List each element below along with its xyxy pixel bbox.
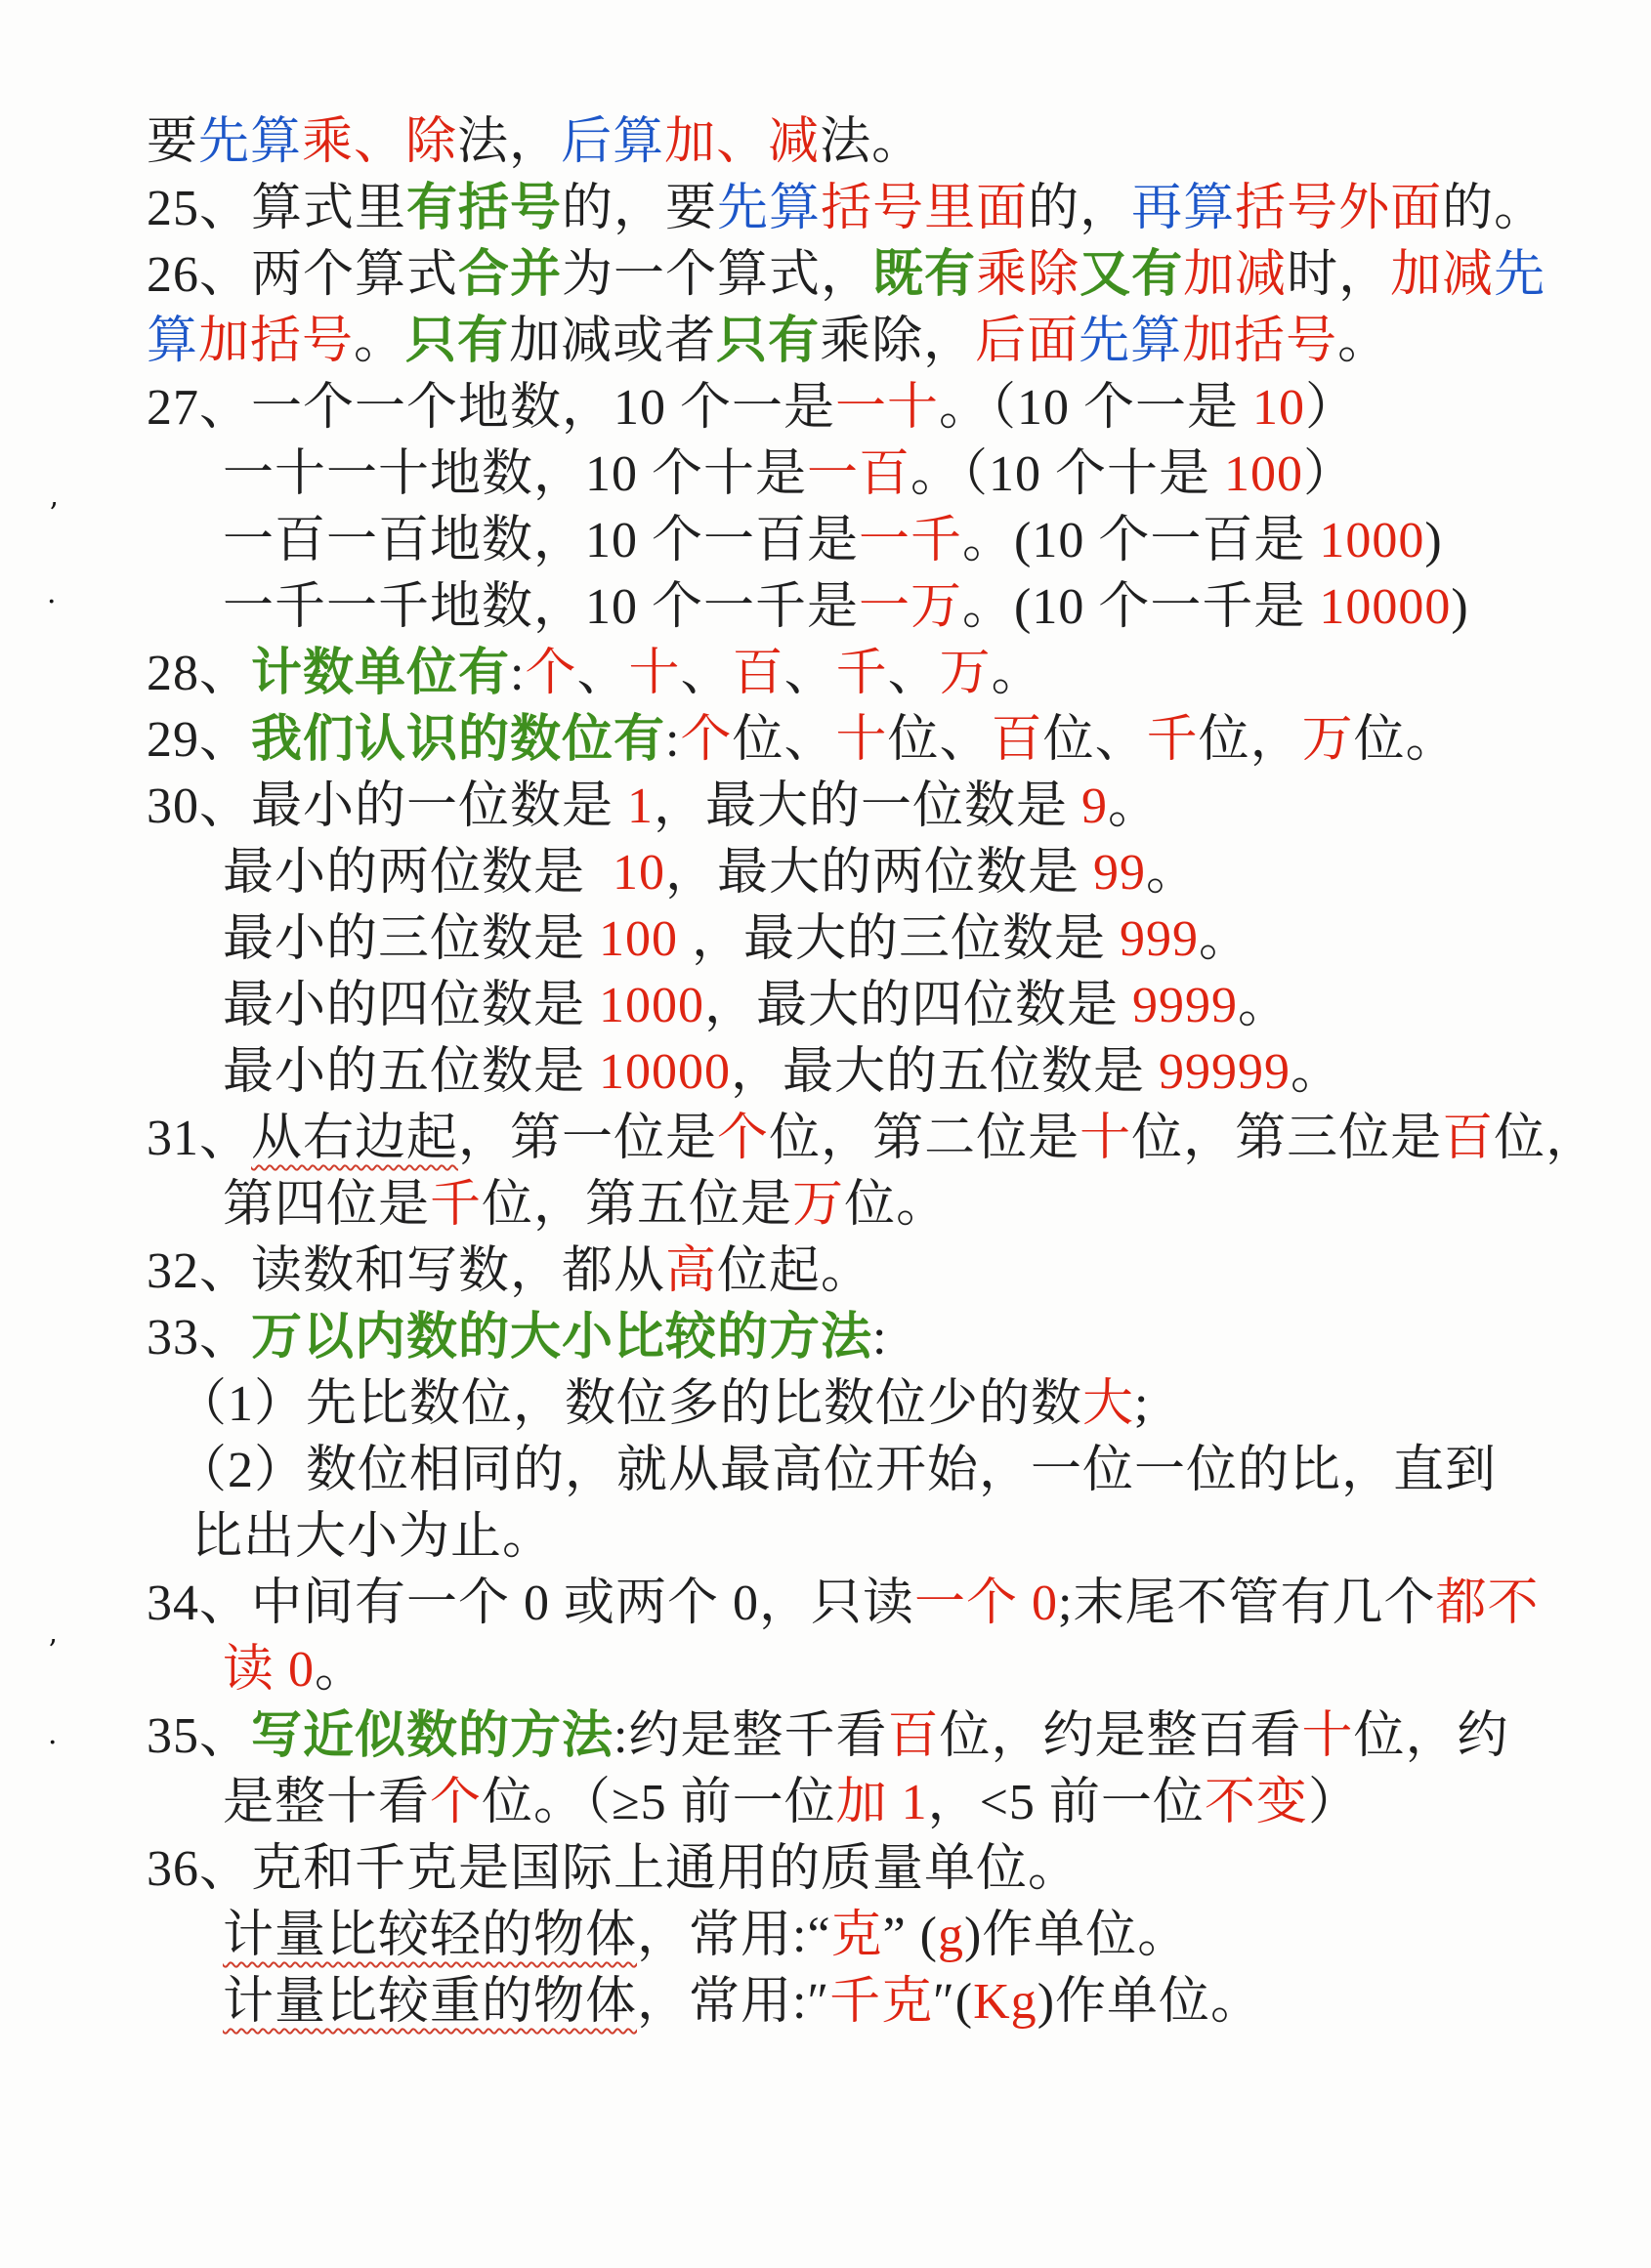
text-run: 10 bbox=[613, 845, 666, 901]
text-run: 乘、除 bbox=[302, 114, 458, 170]
text-run: 十 bbox=[628, 646, 681, 701]
text-run: 加括号 bbox=[198, 314, 355, 369]
text-run: 位，第五位是 bbox=[482, 1177, 793, 1233]
text-run: ，最大的三位数是 bbox=[678, 911, 1121, 967]
note-line bbox=[147, 1969, 1631, 2036]
text-run: 是整十看 bbox=[223, 1775, 431, 1830]
text-run: 位、 bbox=[1042, 712, 1147, 768]
text-run: 一十 bbox=[835, 380, 940, 436]
text-run: ) bbox=[1424, 513, 1443, 568]
text-run: 万 bbox=[1301, 712, 1354, 768]
text-run: 、 bbox=[783, 646, 836, 701]
text-run: 位，约是整百看 bbox=[939, 1708, 1302, 1764]
text-run: 34、中间有一个 0 或两个 0，只读 bbox=[147, 1575, 915, 1631]
text-run: 、 bbox=[680, 646, 733, 701]
text-run: 35、 bbox=[147, 1708, 252, 1764]
text-run: 先算 bbox=[717, 181, 822, 236]
note-line bbox=[147, 309, 1631, 375]
text-run: 为一个算式， bbox=[562, 247, 873, 303]
text-run: 位， bbox=[1198, 712, 1302, 768]
text-run: 25、算式里 bbox=[147, 181, 407, 236]
text-run: 都不 bbox=[1435, 1575, 1540, 1631]
text-run: 十 bbox=[835, 712, 888, 768]
text-run: 写近似数的方法 bbox=[251, 1708, 614, 1764]
text-run: )作单位。 bbox=[963, 1908, 1190, 1963]
text-run: ;末尾不管有几个 bbox=[1058, 1575, 1436, 1631]
text-run: 后面 bbox=[975, 314, 1080, 369]
text-run: 33、 bbox=[147, 1310, 252, 1365]
text-run: 位起。 bbox=[717, 1243, 873, 1299]
text-run: 26、两个算式 bbox=[147, 247, 459, 303]
text-run: 百 bbox=[887, 1708, 940, 1764]
text-run: 只有 bbox=[716, 314, 821, 369]
text-run: ） bbox=[1303, 446, 1356, 502]
text-run: 乘除 bbox=[976, 247, 1080, 303]
text-run: 从右边起 bbox=[251, 1111, 459, 1166]
note-line bbox=[147, 1903, 1631, 1969]
scan-artifact: · bbox=[48, 1726, 58, 1760]
scan-artifact: ’ bbox=[49, 497, 59, 531]
note-line bbox=[147, 840, 1631, 906]
text-run: 10000 bbox=[599, 1044, 732, 1100]
text-run: 的。 bbox=[1442, 181, 1546, 236]
text-run: Kg bbox=[973, 1974, 1037, 2030]
note-line bbox=[147, 1438, 1631, 1504]
text-run: ″( bbox=[933, 1974, 974, 2030]
text-run: 、 bbox=[576, 646, 629, 701]
text-run: 最小的五位数是 bbox=[223, 1044, 600, 1100]
text-run: ） bbox=[1305, 380, 1358, 436]
text-run: 28、 bbox=[147, 646, 252, 701]
note-line bbox=[147, 242, 1631, 309]
text-run: 合并 bbox=[458, 247, 563, 303]
text-run: 加、减 bbox=[664, 114, 821, 170]
text-run: 一千一千地数，10 个一千是 bbox=[223, 579, 860, 635]
text-run: 千 bbox=[1146, 712, 1199, 768]
text-run: 一百 bbox=[807, 446, 911, 502]
text-run: 1000 bbox=[1319, 513, 1425, 568]
note-line bbox=[147, 109, 1631, 176]
text-run: 29、 bbox=[147, 712, 252, 768]
text-run: 法， bbox=[457, 114, 562, 170]
text-run: 个 bbox=[680, 712, 733, 768]
text-run: 位。（≥5 前一位 bbox=[482, 1775, 836, 1830]
note-line bbox=[147, 1571, 1631, 1637]
text-run: 32、读数和写数，都从 bbox=[147, 1243, 666, 1299]
text-run: 加括号 bbox=[1182, 314, 1338, 369]
text-run: 千 bbox=[835, 646, 888, 701]
text-run: 加减或者 bbox=[509, 314, 717, 369]
text-run: ，常用:″ bbox=[637, 1974, 830, 2030]
text-run: 加减 bbox=[1183, 247, 1288, 303]
note-line bbox=[147, 508, 1631, 574]
text-run: 个 bbox=[717, 1111, 770, 1166]
text-run: 既有 bbox=[872, 247, 977, 303]
note-line bbox=[147, 375, 1631, 441]
text-run: 比出大小为止。 bbox=[191, 1509, 555, 1565]
text-run: 先算 bbox=[1079, 314, 1183, 369]
text-run: 先算 bbox=[198, 114, 303, 170]
text-run: 万以内数的大小比较的方法 bbox=[251, 1310, 873, 1365]
text-run: ) bbox=[1451, 579, 1469, 635]
note-line bbox=[147, 574, 1631, 641]
text-run: 位。 bbox=[1353, 712, 1458, 768]
text-run: 。（10 个一是 bbox=[939, 380, 1253, 436]
text-run: 加减 bbox=[1390, 247, 1495, 303]
text-run: 最小的四位数是 bbox=[223, 978, 600, 1033]
text-run: 。 bbox=[1291, 1044, 1343, 1100]
text-run: 。 bbox=[354, 314, 406, 369]
note-line bbox=[147, 176, 1631, 242]
text-run: 10 bbox=[1252, 380, 1306, 436]
text-run: 时， bbox=[1287, 247, 1391, 303]
text-run: 一千 bbox=[859, 513, 963, 568]
note-line bbox=[147, 641, 1631, 707]
text-run: 算 bbox=[147, 314, 199, 369]
scan-artifact: ’ bbox=[48, 1634, 58, 1668]
text-run: 。 bbox=[315, 1642, 367, 1698]
text-run: 计量比较重的物体 bbox=[223, 1974, 638, 2030]
text-run: : bbox=[872, 1310, 888, 1365]
text-run: 9999 bbox=[1132, 978, 1239, 1033]
note-line bbox=[147, 973, 1631, 1039]
text-run: 位，约 bbox=[1353, 1708, 1509, 1764]
text-run: 万 bbox=[792, 1177, 845, 1233]
text-run: 、 bbox=[887, 646, 940, 701]
notes-content bbox=[147, 109, 1631, 2036]
text-run: 只有 bbox=[405, 314, 510, 369]
text-run: 万 bbox=[939, 646, 992, 701]
note-line bbox=[147, 1836, 1631, 1903]
note-line bbox=[147, 1039, 1631, 1106]
note-line bbox=[147, 1371, 1631, 1438]
note-line bbox=[147, 774, 1631, 840]
text-run: 法。 bbox=[820, 114, 924, 170]
text-run: ，最大的两位数是 bbox=[665, 845, 1094, 901]
text-run: 千克 bbox=[829, 1974, 934, 2030]
text-run: 加 1 bbox=[835, 1775, 928, 1830]
text-run: 36、克和千克是国际上通用的质量单位。 bbox=[147, 1841, 1080, 1897]
text-run: 。 bbox=[1108, 778, 1161, 834]
text-run: 一十一十地数，10 个十是 bbox=[223, 446, 808, 502]
text-run: 又有 bbox=[1080, 247, 1184, 303]
note-line bbox=[147, 1703, 1631, 1770]
text-run: ） bbox=[1307, 1775, 1360, 1830]
text-run: 十 bbox=[1080, 1111, 1132, 1166]
text-run: ，最大的四位数是 bbox=[704, 978, 1133, 1033]
text-run: 1000 bbox=[599, 978, 705, 1033]
text-run: 一个 0 bbox=[914, 1575, 1059, 1631]
text-run: 再算 bbox=[1131, 181, 1236, 236]
text-run: 100 bbox=[1224, 446, 1304, 502]
text-run: :约是整千看 bbox=[614, 1708, 888, 1764]
scan-artifact: · bbox=[47, 585, 57, 619]
note-line bbox=[147, 1504, 1631, 1571]
text-run: 百 bbox=[732, 646, 784, 701]
note-line bbox=[147, 441, 1631, 508]
text-run: 高 bbox=[665, 1243, 718, 1299]
text-run: 括号里面 bbox=[821, 181, 1029, 236]
text-run: 。 bbox=[1146, 845, 1199, 901]
text-run: 。 bbox=[1238, 978, 1291, 1033]
text-run: 99 bbox=[1093, 845, 1147, 901]
text-run: （2）数位相同的，就从最高位开始，一位一位的比，直到 bbox=[176, 1443, 1498, 1498]
text-run: 位， bbox=[1494, 1111, 1598, 1166]
text-run: 位、 bbox=[887, 712, 992, 768]
text-run: : bbox=[510, 646, 526, 701]
text-run: 999 bbox=[1120, 911, 1200, 967]
text-run: 后算 bbox=[561, 114, 665, 170]
text-run: 。(10 个一千是 bbox=[962, 579, 1320, 635]
text-run: 一万 bbox=[859, 579, 963, 635]
text-run: ; bbox=[1134, 1376, 1150, 1432]
text-run: : bbox=[665, 712, 681, 768]
text-run: 十 bbox=[1301, 1708, 1354, 1764]
text-run: ” ( bbox=[882, 1908, 938, 1963]
text-run: 个 bbox=[525, 646, 577, 701]
text-run: 有括号 bbox=[406, 181, 563, 236]
text-run: 个 bbox=[430, 1775, 483, 1830]
text-run: ，常用:“ bbox=[637, 1908, 831, 1963]
text-run: 30、最小的一位数是 bbox=[147, 778, 628, 834]
text-run: 位。 bbox=[844, 1177, 949, 1233]
note-line bbox=[147, 906, 1631, 973]
text-run: 括号外面 bbox=[1235, 181, 1443, 236]
text-run: 读 0 bbox=[223, 1642, 316, 1698]
text-run: 百 bbox=[991, 712, 1043, 768]
note-line bbox=[147, 1637, 1631, 1703]
text-run: 10000 bbox=[1319, 579, 1452, 635]
text-run: 我们认识的数位有 bbox=[251, 712, 666, 768]
text-run: 位、 bbox=[732, 712, 836, 768]
text-run: ，第一位是 bbox=[458, 1111, 718, 1166]
text-run: 先 bbox=[1494, 247, 1546, 303]
note-line bbox=[147, 1305, 1631, 1371]
note-line bbox=[147, 1172, 1631, 1239]
text-run: 的，要 bbox=[562, 181, 718, 236]
text-run: 9 bbox=[1081, 778, 1109, 834]
text-run: 一百一百地数，10 个一百是 bbox=[223, 513, 860, 568]
text-run: 。 bbox=[1337, 314, 1390, 369]
text-run: 位，第二位是 bbox=[769, 1111, 1080, 1166]
text-run: 。（10 个十是 bbox=[910, 446, 1225, 502]
text-run: g bbox=[937, 1908, 964, 1963]
text-run: 最小的两位数是 bbox=[223, 845, 614, 901]
text-run: 最小的三位数是 bbox=[223, 911, 600, 967]
text-run: 乘除， bbox=[820, 314, 976, 369]
text-run: ，<5 前一位 bbox=[927, 1775, 1205, 1830]
text-run: 。 bbox=[1199, 911, 1251, 967]
text-run: （1）先比数位，数位多的比数位少的数 bbox=[176, 1376, 1083, 1432]
text-run: 要 bbox=[147, 114, 199, 170]
note-line bbox=[147, 1106, 1631, 1172]
text-run: 大 bbox=[1082, 1376, 1135, 1432]
text-run: ，最大的五位数是 bbox=[731, 1044, 1160, 1100]
text-run: 计量比较轻的物体 bbox=[223, 1908, 638, 1963]
text-run: 31、 bbox=[147, 1111, 252, 1166]
note-line bbox=[147, 707, 1631, 774]
text-run: 千 bbox=[430, 1177, 483, 1233]
text-run: 计数单位有 bbox=[251, 646, 511, 701]
text-run: 的， bbox=[1028, 181, 1132, 236]
text-run: 99999 bbox=[1159, 1044, 1291, 1100]
text-run: 位，第三位是 bbox=[1131, 1111, 1443, 1166]
note-line bbox=[147, 1239, 1631, 1305]
note-line bbox=[147, 1770, 1631, 1836]
text-run: 百 bbox=[1442, 1111, 1495, 1166]
text-run: 1 bbox=[627, 778, 655, 834]
text-run: 。 bbox=[991, 646, 1043, 701]
text-run: ，最大的一位数是 bbox=[654, 778, 1082, 834]
text-run: 27、一个一个地数，10 个一是 bbox=[147, 380, 836, 436]
text-run: 不变 bbox=[1204, 1775, 1308, 1830]
text-run: )作单位。 bbox=[1037, 1974, 1263, 2030]
text-run: 。(10 个一百是 bbox=[962, 513, 1320, 568]
text-run: 100 bbox=[599, 911, 679, 967]
text-run: 克 bbox=[830, 1908, 883, 1963]
text-run: 第四位是 bbox=[223, 1177, 431, 1233]
